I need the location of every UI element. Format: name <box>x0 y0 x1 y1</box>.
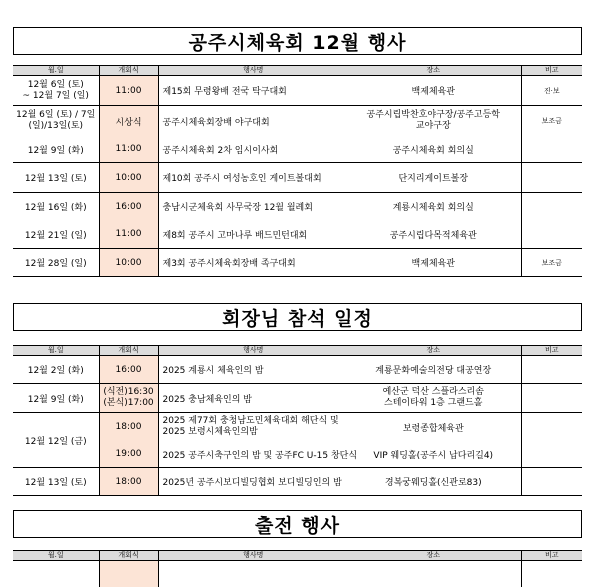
table-header-row <box>13 346 582 356</box>
row-date: 12월 9일 (화) <box>13 384 99 413</box>
row-time: 10:00 <box>99 163 158 193</box>
row-date: 12월 28일 (일) <box>13 249 99 277</box>
header-venue: 장소 <box>346 66 521 76</box>
row-venue: 계룡시체육회 회의실 <box>392 203 474 214</box>
row-time: 19:00 <box>99 442 158 468</box>
empty-cell <box>13 561 99 587</box>
row-note: 보조금 <box>521 106 582 137</box>
row-date: 12월 9일 (화) <box>13 137 99 163</box>
row-note <box>521 193 582 221</box>
empty-cell <box>158 561 346 587</box>
table-row <box>13 163 582 193</box>
competition-events-table <box>13 550 582 587</box>
row-event: 제3회 공주시체육회장배 족구대회 <box>158 249 346 277</box>
row-event: 2025 공주시축구인의 밤 및 공주FC U-15 창단식 <box>158 442 346 468</box>
header-note: 비고 <box>521 551 582 561</box>
section-title-chairman-schedule: 회장님 참석 일정 <box>13 303 582 331</box>
header-date: 월.일 <box>13 346 99 356</box>
table-row <box>13 76 582 106</box>
chairman-schedule-table <box>13 345 582 496</box>
table-row <box>13 106 582 137</box>
row-venue: 보령종합체육관 <box>402 423 464 434</box>
row-time: 16:00 <box>99 193 158 221</box>
header-event: 행사명 <box>158 551 346 561</box>
monthly-events-table <box>13 65 582 277</box>
row-event: 공주시체육회 2차 임시이사회 <box>158 137 346 163</box>
row-date: 12월 2일 (화) <box>13 356 99 384</box>
row-venue: 단지리게이트볼장 <box>346 163 521 193</box>
header-time: 개회식 <box>99 66 158 76</box>
row-event: 2025 계룡시 체육인의 밤 <box>158 356 346 384</box>
row-time: 16:00 <box>99 356 158 384</box>
header-time: 개회식 <box>99 346 158 356</box>
empty-cell <box>99 561 158 587</box>
row-note <box>521 468 582 496</box>
row-venue: 예산군 덕산 스플라스리솜 스테이타워 1층 그랜드홀 <box>346 384 521 413</box>
table-header-row <box>13 551 582 561</box>
header-date: 월.일 <box>13 66 99 76</box>
row-event: 제8회 공주시 고마나루 배드민턴대회 <box>158 221 346 249</box>
section-title-monthly-events: 공주시체육회 12월 행사 <box>13 27 582 55</box>
row-date: 12월 13일 (토) <box>13 163 99 193</box>
row-venue: VIP 웨딩홀(공주시 납다리길4) <box>346 442 521 468</box>
header-time: 개회식 <box>99 551 158 561</box>
header-event: 행사명 <box>158 346 346 356</box>
row-note: 진·보 <box>521 76 582 106</box>
empty-cell <box>521 561 582 587</box>
table-row <box>13 193 582 221</box>
row-venue: 경복궁웨딩홀(신관로83) <box>346 468 521 496</box>
table-row <box>13 384 582 413</box>
row-event: 2025년 공주시보디빌딩협회 보디빌딩인의 밤 <box>158 468 346 496</box>
table-row <box>13 442 582 468</box>
table-row <box>13 413 582 442</box>
table-row <box>13 137 582 163</box>
row-venue: 공주시체육회 회의실 <box>346 137 521 163</box>
row-venue: 계룡문화예술의전당 대공연장 <box>346 356 521 384</box>
table-row <box>13 468 582 496</box>
row-date: 12월 13일 (토) <box>13 468 99 496</box>
row-date: 12월 16일 (화) <box>24 203 87 214</box>
table-row <box>13 221 582 249</box>
row-note <box>521 356 582 384</box>
row-note <box>521 137 582 163</box>
row-venue: 공주시립다목적체육관 <box>346 221 521 249</box>
row-date: 12월 21일 (일) <box>13 221 99 249</box>
row-note <box>521 163 582 193</box>
row-event: 제15회 무령왕배 전국 탁구대회 <box>158 76 346 106</box>
row-event: 2025 충남체육인의 밤 <box>158 384 346 413</box>
row-time: 시상식 <box>99 106 158 137</box>
section-title-competition-events: 출전 행사 <box>13 510 582 538</box>
table-row <box>13 561 582 587</box>
row-event: 제10회 공주시 여성농호인 게이트볼대회 <box>158 163 346 193</box>
table-row <box>13 356 582 384</box>
header-venue: 장소 <box>346 551 521 561</box>
row-note <box>521 221 582 249</box>
row-event: 충남시군체육회 사무국장 12월 월례회 <box>158 193 346 221</box>
row-date: 12월 6일 (토) / 7일 (일)/13일(토) <box>16 110 96 132</box>
header-note: 비고 <box>521 346 582 356</box>
header-note: 비고 <box>521 66 582 76</box>
row-time: 18:00 <box>99 413 158 442</box>
row-time: 18:00 <box>99 468 158 496</box>
table-header-row <box>13 66 582 76</box>
row-time: 11:00 <box>99 76 158 106</box>
row-date: 12월 6일 (토) ~ 12월 7일 (일) <box>13 76 99 106</box>
row-time: 10:00 <box>99 249 158 277</box>
row-venue: 백제체육관 <box>346 249 521 277</box>
table-row <box>13 249 582 277</box>
row-note <box>521 442 582 468</box>
row-venue: 공주시립박찬호야구장/공주고등학 교야구장 <box>366 110 500 132</box>
row-date: 12월 12일 (금) <box>13 413 99 468</box>
row-note: 보조금 <box>521 249 582 277</box>
empty-cell <box>346 561 521 587</box>
header-date: 월.일 <box>13 551 99 561</box>
row-event: 공주시체육회장배 야구대회 <box>158 106 346 137</box>
row-venue: 백제체육관 <box>346 76 521 106</box>
row-time: (식전)16:30 (본식)17:00 <box>99 384 158 413</box>
row-note <box>521 384 582 413</box>
row-time: 11:00 <box>99 137 158 163</box>
row-note <box>521 413 582 442</box>
row-time: 11:00 <box>99 221 158 249</box>
header-event: 행사명 <box>158 66 346 76</box>
row-event: 2025 제77회 충청남도민체육대회 해단식 및 2025 보령시체육인의밤 <box>158 413 346 442</box>
header-venue: 장소 <box>346 346 521 356</box>
